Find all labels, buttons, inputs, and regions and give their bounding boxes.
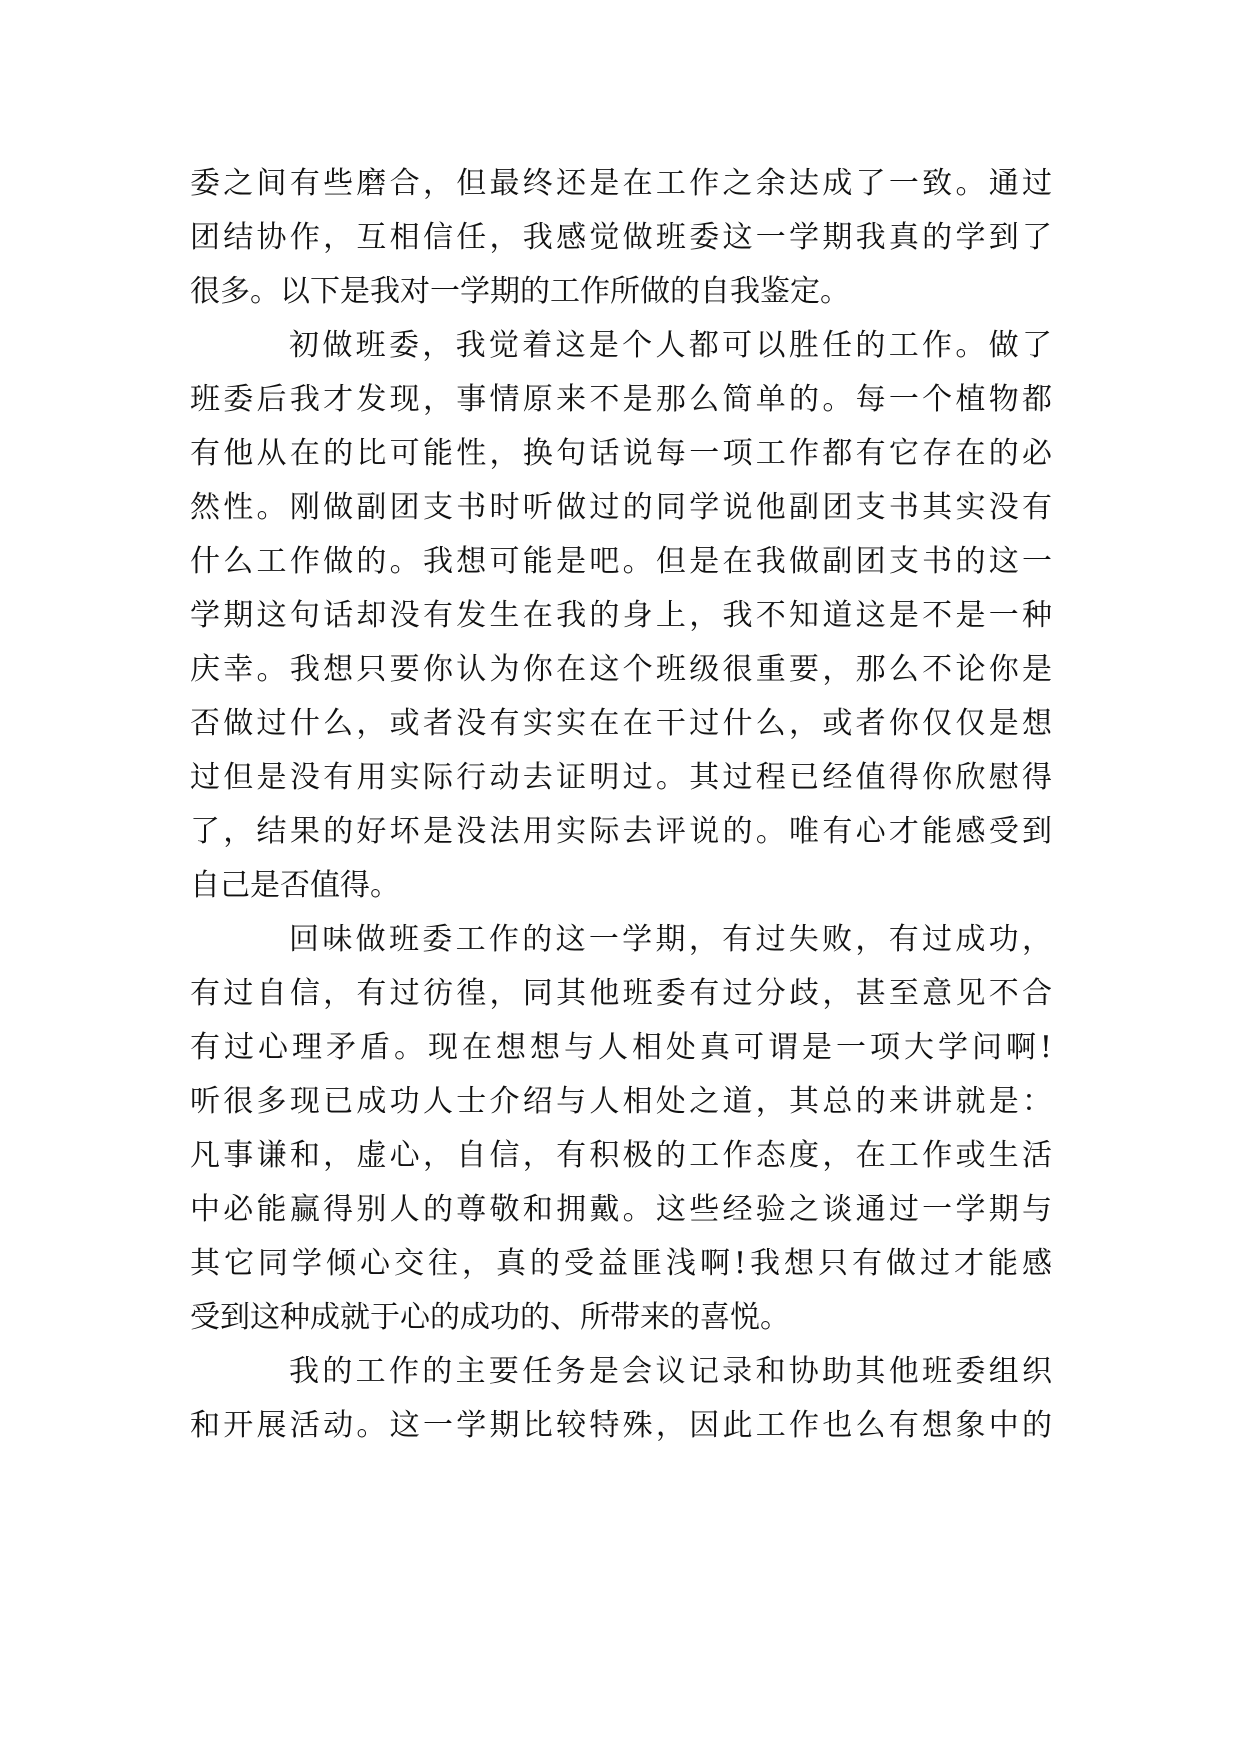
text-line: 很多。以下是我对一学期的工作所做的自我鉴定。 [190, 274, 850, 309]
text-line: 否做过什么，或者没有实实在在干过什么，或者你仅仅是想 [190, 706, 1052, 741]
text-line: 有过自信，有过彷徨，同其他班委有过分歧，甚至意见不合 [190, 976, 1052, 1011]
text-line: 有过心理矛盾。现在想想与人相处真可谓是一项大学问啊! [190, 1030, 1052, 1065]
text-line: 学期这句话却没有发生在我的身上，我不知道这是不是一种 [190, 598, 1052, 633]
text-line: 自己是否值得。 [190, 868, 400, 903]
text-line: 受到这种成就于心的成功的、所带来的喜悦。 [190, 1300, 790, 1335]
text-line: 有他从在的比可能性，换句话说每一项工作都有它存在的必 [190, 436, 1052, 471]
paragraph-first-line: 回味做班委工作的这一学期，有过失败，有过成功， [289, 922, 1052, 957]
text-line: 听很多现已成功人士介绍与人相处之道，其总的来讲就是： [190, 1084, 1052, 1119]
text-line: 班委后我才发现，事情原来不是那么简单的。每一个植物都 [190, 382, 1052, 417]
paragraph-first-line: 初做班委，我觉着这是个人都可以胜任的工作。做了 [289, 328, 1052, 363]
paragraph-first-line: 我的工作的主要任务是会议记录和协助其他班委组织 [289, 1354, 1052, 1389]
text-line: 然性。刚做副团支书时听做过的同学说他副团支书其实没有 [190, 490, 1052, 525]
text-line: 庆幸。我想只要你认为你在这个班级很重要，那么不论你是 [190, 652, 1052, 687]
text-line: 凡事谦和，虚心，自信，有积极的工作态度，在工作或生活 [190, 1138, 1052, 1173]
text-line: 中必能赢得别人的尊敬和拥戴。这些经验之谈通过一学期与 [190, 1192, 1052, 1227]
text-line: 了，结果的好坏是没法用实际去评说的。唯有心才能感受到 [190, 814, 1052, 849]
text-line: 委之间有些磨合，但最终还是在工作之余达成了一致。通过 [190, 166, 1052, 201]
text-line: 其它同学倾心交往，真的受益匪浅啊!我想只有做过才能感 [190, 1246, 1052, 1281]
text-line: 团结协作，互相信任，我感觉做班委这一学期我真的学到了 [190, 220, 1052, 255]
text-line: 什么工作做的。我想可能是吧。但是在我做副团支书的这一 [190, 544, 1052, 579]
text-line: 过但是没有用实际行动去证明过。其过程已经值得你欣慰得 [190, 760, 1052, 795]
text-line: 和开展活动。这一学期比较特殊，因此工作也么有想象中的 [190, 1408, 1052, 1443]
